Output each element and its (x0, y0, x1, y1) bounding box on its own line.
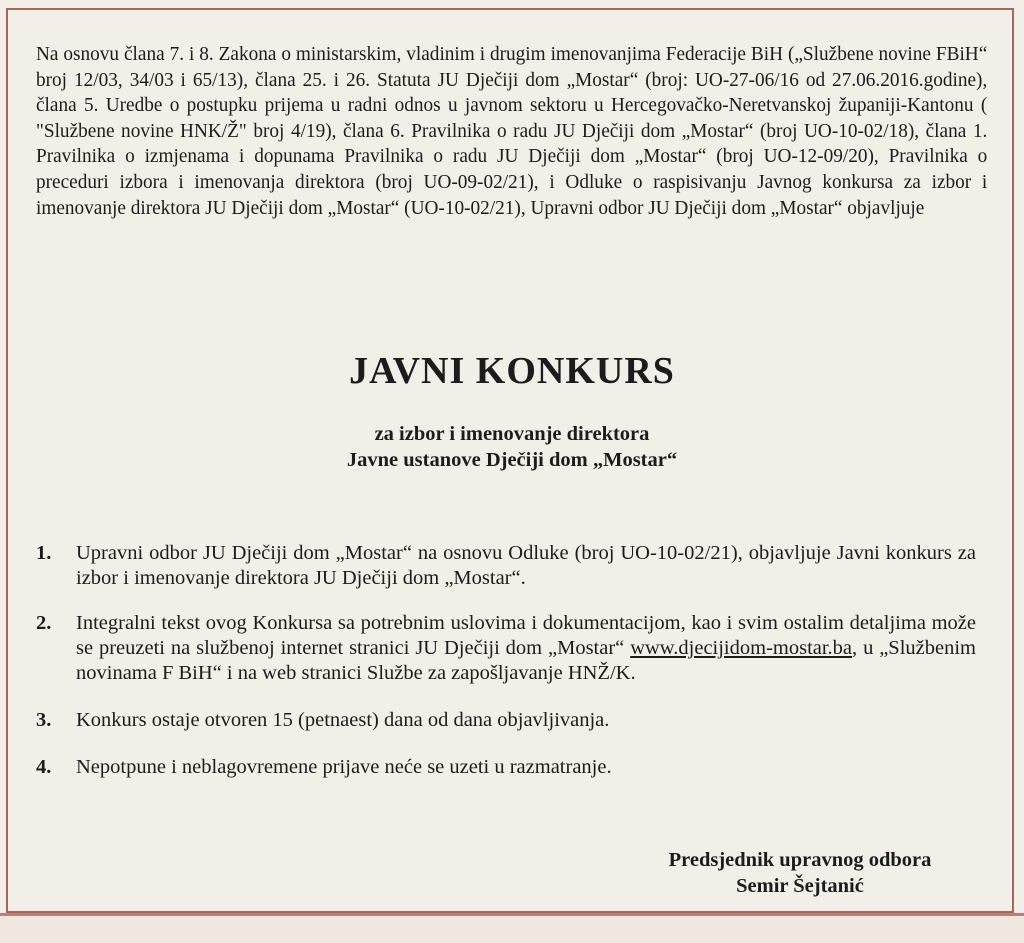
subtitle-line-1: za izbor i imenovanje direktora (374, 423, 650, 445)
website-link[interactable]: www.djecijidom-mostar.ba (630, 637, 853, 659)
item-number: 2. (36, 612, 52, 634)
signature-name: Semir Šejtanić (736, 875, 864, 897)
notice-title: JAVNI KONKURS (349, 350, 675, 392)
item-text-after-link: , u „Službenim novinama F BiH“ i na web stranici Službe za zapošljavanje HNŽ/K. (76, 637, 976, 684)
signature-role: Predsjednik upravnog odbora (668, 849, 932, 871)
item-text: Nepotpune i neblagovremene prijave neće se uzeti u razmatranje. (76, 756, 612, 778)
intro-paragraph: Na osnovu člana 7. i 8. Zakona o ministarskim, vladinim i drugim imenovanjima Federacije BiH („Službene novine FBiH“ broj 12/03, 34/03 i 65/13), člana 25. i 26. Statuta JU Dječiji dom „Mostar“ (broj: UO-27-06/16 od 27.06.2016.godine), člana 5. Uredbe o postupku prijema u radni odnos u javnom sektoru u Hercegovačko-Neretvanskoj županiji-Kantonu ( "Službene novine HNK/Ž" broj 4/19), člana 6. Pravilnika o radu JU Dječiji dom „Mostar“ (broj UO-10-02/18), člana 1. Pravilnika o izmjenama i dopunama Pravilnika o radu JU Dječiji dom „Mostar“ (broj UO-12-09/20), Pravilnika o preceduri izbora i imenovanja direktora (broj UO-09-02/21), i Odluke o raspisivanju Javnog konkursa za izbor i imenovanje direktora JU Dječiji dom „Mostar“ (UO-10-02/21), Upravni odbor JU Dječiji dom „Mostar“ objavljuje (36, 43, 988, 219)
signature-block (600, 847, 1000, 899)
item-number: 4. (36, 756, 52, 778)
list-item (36, 611, 976, 686)
list-item (36, 708, 976, 733)
numbered-list (36, 541, 976, 780)
list-item (36, 755, 976, 780)
item-text: Upravni odbor JU Dječiji dom „Mostar“ na osnovu Odluke (broj UO-10-02/21), objavljuje Javni konkurs za izbor i imenovanje direktora JU Dječiji dom „Mostar“. (76, 542, 976, 589)
bottom-rule (0, 913, 1024, 916)
item-number: 1. (36, 542, 52, 564)
list-item (36, 541, 976, 591)
item-text-before-link: Integralni tekst ovog Konkursa sa potrebnim uslovima i dokumentacijom, kao i svim ostalim detaljima može se preuzeti na službenoj internet stranici JU Dječiji dom „Mostar“ (76, 612, 976, 659)
page-bottom-strip (0, 912, 1024, 943)
item-text: Konkurs ostaje otvoren 15 (petnaest) dana od dana objavljivanja. (76, 709, 610, 731)
notice-subtitle (0, 421, 1024, 473)
item-number: 3. (36, 709, 52, 731)
subtitle-line-2: Javne ustanove Dječiji dom „Mostar“ (346, 449, 678, 471)
